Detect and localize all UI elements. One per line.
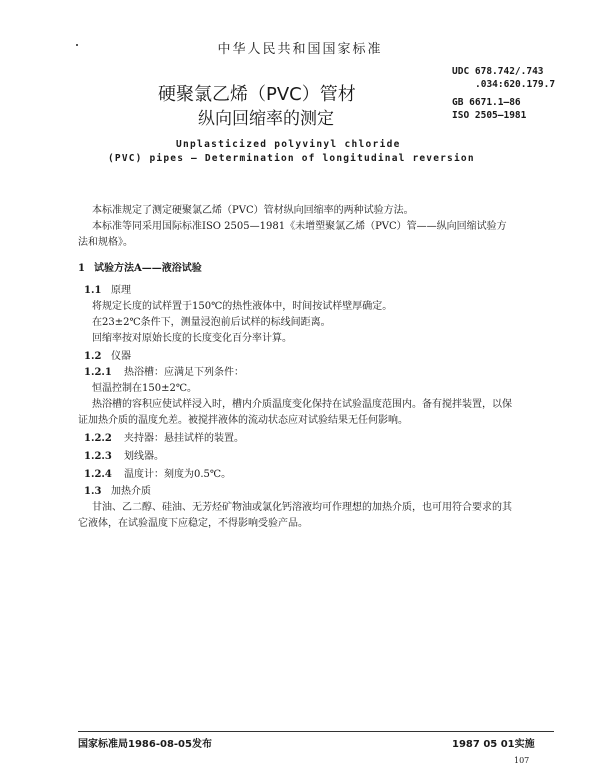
standard-header: 中华人民共和国国家标准 bbox=[217, 42, 383, 57]
section-1-1-number: 1.1 bbox=[84, 285, 102, 296]
title-line-2: 纵向回缩率的测定 bbox=[198, 109, 334, 129]
page-number: 107 bbox=[514, 756, 530, 765]
principle-line-2: 在23±2℃条件下，测量浸泡前后试样的标线间距离。 bbox=[92, 317, 331, 328]
medium-line-1: 甘油、乙二醇、硅油、无芳烃矿物油或氯化钙溶液均可作理想的加热介质，也可用符合要求的其 bbox=[92, 502, 512, 513]
effective-date: 1987 05 01实施 bbox=[452, 739, 535, 750]
section-1-3-number: 1.3 bbox=[84, 486, 102, 497]
bath-line-3: 证加热介质的温度允差。被搅拌液体的流动状态应对试验结果无任何影响。 bbox=[78, 415, 408, 426]
bath-line-1: 恒温控制在150±2℃。 bbox=[92, 383, 198, 394]
iso-code: ISO 2505—1981 bbox=[452, 110, 527, 121]
intro-paragraph-2-line-1: 本标准等同采用国际标准ISO 2505—1981《未增塑聚氯乙烯（PVC）管——纵向回缩试验方 bbox=[92, 221, 507, 232]
section-1-2-1-text: 热浴槽：应满足下列条件： bbox=[124, 367, 244, 378]
english-title-line-2: (PVC) pipes — Determination of longitudinal reversion bbox=[108, 153, 475, 164]
intro-paragraph-1: 本标准规定了测定硬聚氯乙烯（PVC）管材纵向回缩率的两种试验方法。 bbox=[92, 205, 414, 216]
section-1-2-3-number: 1.2.3 bbox=[84, 451, 112, 462]
english-title-line-1: Unplasticized polyvinyl chloride bbox=[176, 139, 401, 150]
principle-line-1: 将规定长度的试样置于150℃的热性液体中，时间按试样壁厚确定。 bbox=[92, 301, 393, 312]
section-1-2-3-text: 划线器。 bbox=[124, 451, 164, 462]
udc-code-line-1: UDC 678.742/.743 bbox=[452, 66, 544, 77]
section-1-3-title: 加热介质 bbox=[111, 486, 151, 497]
issue-date: 国家标准局1986-08-05发布 bbox=[78, 739, 212, 750]
title-line-1: 硬聚氯乙烯（PVC）管材 bbox=[158, 84, 356, 105]
section-1-number: 1 bbox=[78, 263, 85, 274]
section-1-2-title: 仪器 bbox=[111, 351, 131, 362]
section-1-1-title: 原理 bbox=[111, 285, 131, 296]
section-1-2-4-text: 温度计：刻度为0.5℃。 bbox=[124, 469, 232, 480]
intro-paragraph-2-line-2: 法和规格》。 bbox=[78, 237, 133, 248]
section-1-2-1-number: 1.2.1 bbox=[84, 367, 112, 378]
principle-line-3: 回缩率按对原始长度的长度变化百分率计算。 bbox=[92, 333, 292, 344]
section-1-2-2-text: 夹持器：悬挂试样的装置。 bbox=[124, 433, 244, 444]
medium-line-2: 它液体，在试验温度下应稳定，不得影响受验产品。 bbox=[78, 518, 308, 529]
gb-code: GB 6671.1—86 bbox=[452, 97, 521, 108]
udc-code-line-2: .034:620.179.7 bbox=[475, 79, 556, 90]
footer-divider bbox=[78, 731, 554, 732]
bath-line-2: 热浴槽的容积应使试样浸入时，槽内介质温度变化保持在试验温度范围内。备有搅拌装置，以保 bbox=[92, 399, 512, 410]
section-1-title: 试验方法A——液浴试验 bbox=[94, 263, 202, 274]
section-1-2-number: 1.2 bbox=[84, 351, 102, 362]
section-1-2-2-number: 1.2.2 bbox=[84, 433, 112, 444]
section-1-2-4-number: 1.2.4 bbox=[84, 469, 112, 480]
